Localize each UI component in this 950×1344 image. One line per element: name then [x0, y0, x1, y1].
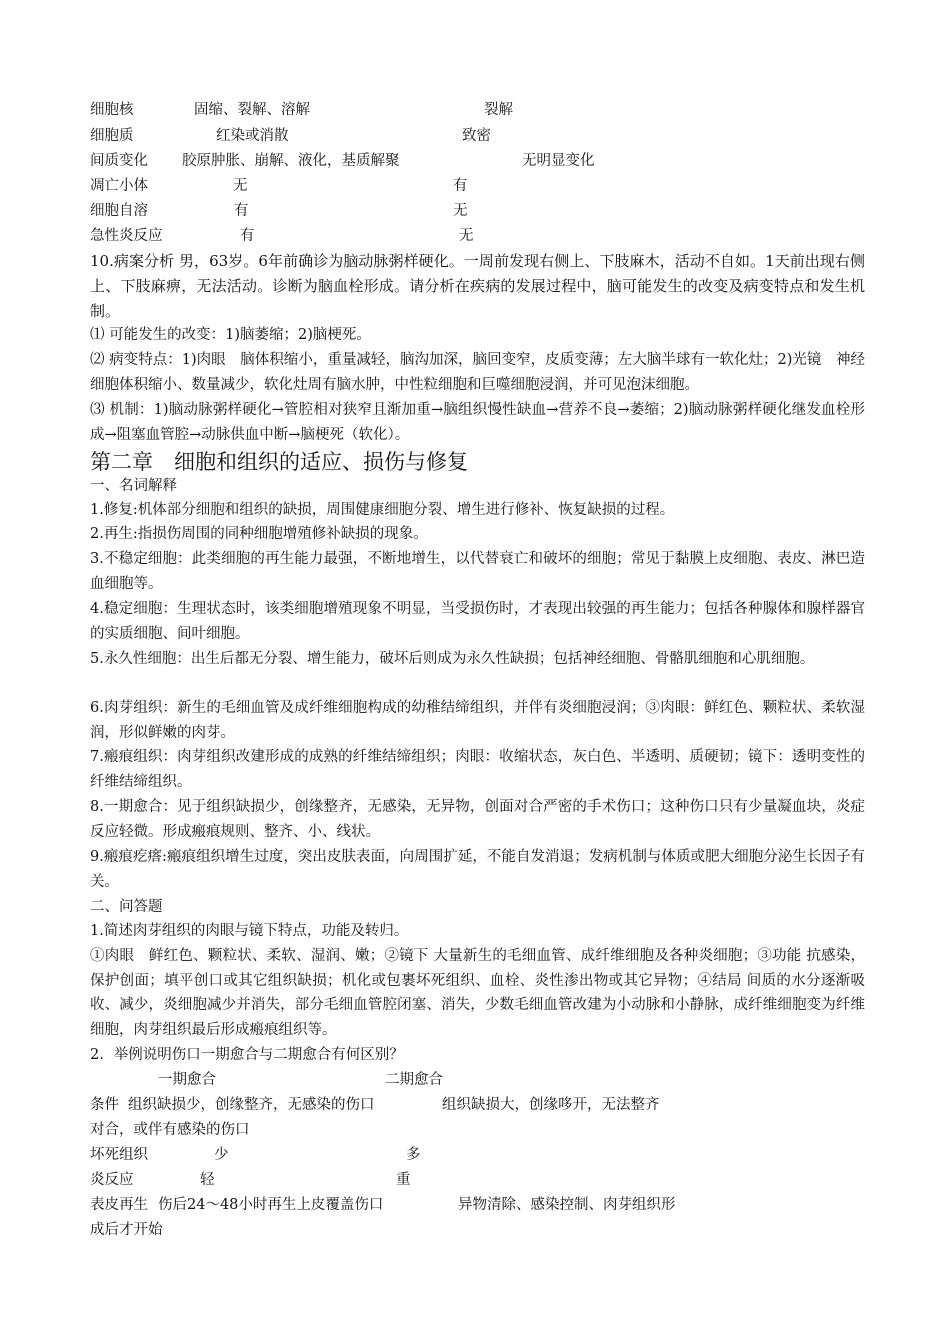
table-row [90, 98, 865, 122]
row-col2: 致密 [462, 128, 491, 144]
row-label: 条件 [90, 1097, 119, 1113]
row-col2: 重 [396, 1172, 411, 1188]
row-col1: 红染或消散 [216, 128, 289, 144]
row-col1: 有 [234, 203, 249, 219]
term-item: 8.一期愈合：见于组织缺损少，创缘整齐，无感染，无异物，创面对合严密的手术伤口；这种伤口只有少量凝血块，炎症反应轻微。形成瘢痕规则、整齐、小、线状。 [90, 799, 865, 840]
row-col2: 组织缺损大，创缘哆开，无法整齐 [442, 1097, 660, 1113]
section-title: 一、名词解释 [90, 478, 177, 494]
col1-header: 一期愈合 [158, 1072, 216, 1088]
row-label: 坏死组织 [90, 1147, 148, 1163]
table-row [90, 224, 865, 248]
table-row [90, 124, 865, 148]
row-col1: 轻 [200, 1172, 215, 1188]
term-item: 4.稳定细胞：生理状态时，该类细胞增殖现象不明显，当受损伤时，才表现出较强的再生能力；包括各种腺体和腺样器官的实质细胞、间叶细胞。 [90, 601, 865, 642]
case-answer-3: ⑶ 机制：1)脑动脉粥样硬化→管腔相对狭窄且渐加重→脑组织慢性缺血→营养不良→萎缩；2)脑动脉粥样硬化继发血栓形成→阻塞血管腔→动脉供血中断→脑梗死（软化）。 [90, 402, 865, 443]
row-col2: 无 [459, 228, 474, 244]
case-answer-1: ⑴ 可能发生的改变：1)脑萎缩；2)脑梗死。 [90, 327, 371, 343]
table-row [90, 1093, 865, 1117]
table-header [90, 1068, 865, 1092]
term-item: 6.肉芽组织：新生的毛细血管及成纤维细胞构成的幼稚结缔组织，并伴有炎细胞浸润；③肉眼：鲜红色、颗粒状、柔软湿润，形似鲜嫩的肉芽。 [90, 700, 865, 741]
row-col2: 无 [453, 203, 468, 219]
row-col1: 固缩、裂解、溶解 [194, 102, 310, 118]
table-row [90, 199, 865, 223]
row-continuation: 成后才开始 [90, 1222, 163, 1238]
row-col2: 有 [453, 178, 468, 194]
row-label: 急性炎反应 [90, 228, 163, 244]
term-item: 7.瘢痕组织：肉芽组织改建形成的成熟的纤维结缔组织；肉眼：收缩状态，灰白色、半透明、质硬韧；镜下：透明变性的纤维结缔组织。 [90, 749, 865, 790]
row-col1: 伤后24～48小时再生上皮覆盖伤口 [158, 1197, 384, 1213]
table-row [90, 174, 865, 198]
row-col1: 组织缺损少，创缘整齐，无感染的伤口 [128, 1097, 375, 1113]
row-label: 间质变化 [90, 153, 148, 169]
table-row [90, 1143, 865, 1167]
term-item: 9.瘢痕疙瘩:瘢痕组织增生过度，突出皮肤表面，向周围扩延，不能自发消退；发病机制与体质或肥大细胞分泌生长因子有关。 [90, 849, 865, 890]
row-col1: 无 [233, 178, 248, 194]
row-col2: 异物清除、感染控制、肉芽组织形 [458, 1197, 676, 1213]
table-row [90, 1168, 865, 1192]
case-question: 10.病案分析 男，63岁。6年前确诊为脑动脉粥样硬化。一周前发现右侧上、下肢麻木，活动不自如。1天前出现右侧上、下肢麻痹，无法活动。诊断为脑血栓形成。请分析在疾病的发展过程中，脑可能发生的改变及病变特点和发生机制。 [90, 252, 865, 320]
table-row [90, 149, 865, 173]
row-label: 细胞核 [90, 102, 134, 118]
term-item: 1.修复:机体部分细胞和组织的缺损，周围健康细胞分裂、增生进行修补、恢复缺损的过程。 [90, 502, 675, 518]
row-continuation: 对合，或伴有感染的伤口 [90, 1122, 250, 1138]
row-col2: 多 [406, 1147, 421, 1163]
row-col2: 裂解 [484, 102, 513, 118]
row-label: 炎反应 [90, 1172, 134, 1188]
row-col1: 有 [240, 228, 255, 244]
term-item: 5.永久性细胞：出生后都无分裂、增生能力，破坏后则成为永久性缺损；包括神经细胞、骨骼肌细胞和心肌细胞。 [90, 651, 815, 667]
col2-header: 二期愈合 [385, 1072, 443, 1088]
case-answer-2: ⑵ 病变特点：1)肉眼 脑体积缩小，重量减轻，脑沟加深，脑回变窄，皮质变薄；左大脑半球有一软化灶；2)光镜 神经细胞体积缩小、数量减少，软化灶周有脑水肿，中性粒细胞和巨噬细胞浸润，并可见泡沫细胞。 [90, 352, 865, 393]
table-row [90, 1193, 865, 1217]
section-title: 二、问答题 [90, 899, 163, 915]
question-1-answer: ①肉眼 鲜红色、颗粒状、柔软、湿润、嫩；②镜下 大量新生的毛细血管、成纤维细胞及各种炎细胞；③功能 抗感染，保护创面；填平创口或其它组织缺损；机化或包裹坏死组织、血栓、炎性渗出物或其它异物；④结局 间质的水分逐渐吸收、减少，炎细胞减少并消失，部分毛细血管腔闭塞、消失，少数毛细血管改建为小动脉和小静脉，成纤维细胞变为纤维细胞，肉芽组织最后形成瘢痕组织等。 [90, 948, 865, 1038]
row-label: 细胞质 [90, 128, 134, 144]
question-1: 1.简述肉芽组织的肉眼与镜下特点，功能及转归。 [90, 923, 409, 939]
row-col2: 无明显变化 [522, 153, 595, 169]
chapter-title: 第二章 细胞和组织的适应、损伤与修复 [90, 450, 468, 474]
row-label: 细胞自溶 [90, 203, 148, 219]
question-2: 2．举例说明伤口一期愈合与二期愈合有何区别？ [90, 1047, 404, 1063]
row-col1: 胶原肿胀、崩解、液化，基质解聚 [182, 153, 400, 169]
term-item: 2.再生:指损伤周围的同种细胞增殖修补缺损的现象。 [90, 526, 428, 542]
row-label: 表皮再生 [90, 1197, 148, 1213]
row-label: 凋亡小体 [90, 178, 148, 194]
row-col1: 少 [214, 1147, 229, 1163]
term-item: 3.不稳定细胞：此类细胞的再生能力最强，不断地增生，以代替衰亡和破坏的细胞；常见于黏膜上皮细胞、表皮、淋巴造血细胞等。 [90, 551, 865, 592]
